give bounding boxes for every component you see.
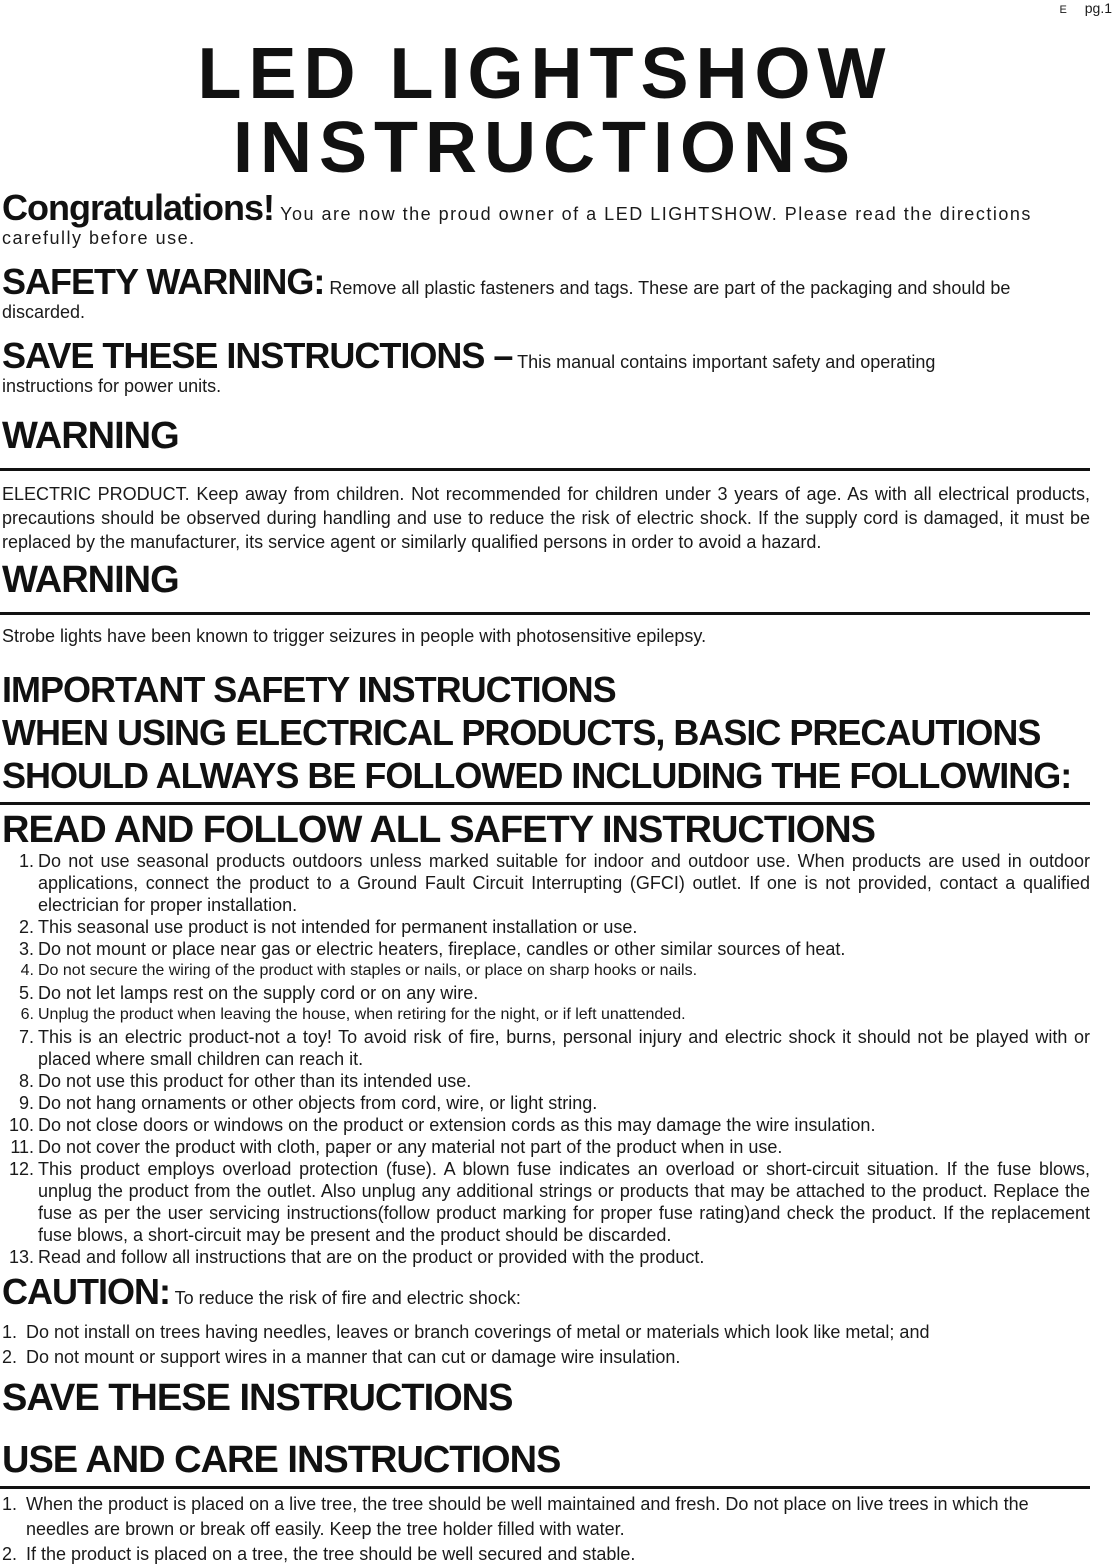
language-code: E [1059, 4, 1067, 16]
safety-instructions-list [2, 850, 1090, 1268]
save-intro-paragraph [2, 335, 1002, 398]
warning-text-2: Strobe lights have been known to trigger seizures in people with photosensitive epilepsy. [2, 626, 707, 646]
save-intro-heading: SAVE THESE INSTRUCTIONS – [2, 335, 513, 376]
warning-heading-2: WARNING [2, 559, 179, 601]
document-title-line-2: INSTRUCTIONS [233, 108, 857, 188]
divider [0, 468, 1090, 471]
caution-paragraph [2, 1271, 1090, 1312]
list-item: 4. Do not secure the wiring of the product with staples or nails, or place on sharp hooks or nails. [20, 962, 698, 979]
safety-warning-heading: SAFETY WARNING: [2, 261, 325, 302]
intro-heading: Congratulations! [2, 187, 274, 228]
list-item: 3. Do not mount or place near gas or electric heaters, fireplace, candles or other similar sources of heat. [18, 939, 846, 959]
caution-text: To reduce the risk of fire and electric shock: [169, 1288, 521, 1308]
page-corner-label [1060, 0, 1112, 16]
read-follow-heading: READ AND FOLLOW ALL SAFETY INSTRUCTIONS [2, 809, 875, 851]
list-item: 2. If the product is placed on a tree, the tree should be well secured and stable. [2, 1544, 636, 1564]
list-item: 12. This product employs overload protection (fuse). A blown fuse indicates an overload or short-circuit situation. If the fuse blows, unplug the product from the outlet. Also unplug any additional strings or products that may be attached to the product. Replace the fuse as per the user servicing instructions(follow product marking for proper fuse rating)and check the product. If the replacement fuse blows, a short-circuit may be present and the product should be discarded. [8, 1159, 1090, 1245]
safety-warning-text: Remove all plastic fasteners and tags. These are part of the packaging and should be discarded. [2, 278, 1011, 322]
list-item: 2. This seasonal use product is not intended for permanent installation or use. [18, 917, 638, 937]
caution-list [2, 1320, 1090, 1370]
list-item: 11. Do not cover the product with cloth, paper or any material not part of the product when in use. [10, 1137, 783, 1157]
save-intro-text: This manual contains important safety and operating instructions for power units. [2, 352, 936, 396]
warning-text-1: ELECTRIC PRODUCT. Keep away from children. Not recommended for children under 3 years of age. As with all electrical products, precautions should be observed during handling and use to reduce the risk of electric shock. If the supply cord is damaged, it must be replaced by the manufacturer, its service agent or similarly qualified persons in order to avoid a hazard. [2, 484, 1090, 552]
use-care-list [2, 1492, 1090, 1567]
list-item: 10. Do not close doors or windows on the product or extension cords as this may damage the wire insulation. [8, 1115, 876, 1135]
list-item: 1. Do not install on trees having needles, leaves or branch coverings of metal or materials which look like metal; and [2, 1322, 930, 1342]
divider [0, 1486, 1090, 1489]
important-line-1: IMPORTANT SAFETY INSTRUCTIONS [2, 669, 616, 710]
important-line-2: WHEN USING ELECTRICAL PRODUCTS, BASIC PRECAUTIONS [2, 712, 1041, 753]
divider [0, 802, 1090, 805]
intro-paragraph [2, 187, 1090, 250]
list-item: 8. Do not use this product for other than its intended use. [18, 1071, 472, 1091]
intro-text: You are now the proud owner of a LED LIGHTSHOW. Please read the directions carefully before use. [2, 204, 1032, 248]
page-number: pg.1 [1084, 0, 1112, 16]
list-item: 9. Do not hang ornaments or other objects from cord, wire, or light string. [18, 1093, 598, 1113]
list-item: 1. Do not use seasonal products outdoors unless marked suitable for indoor and outdoor use. When products are used in outdoor applications, connect the product to a Ground Fault Circuit Interrupting (GFCI) outlet. If one is not provided, contact a qualified electrician for proper installation. [18, 851, 1090, 915]
document-title-line-1: LED LIGHTSHOW [197, 34, 893, 114]
safety-warning-paragraph [2, 261, 1090, 324]
caution-heading: CAUTION: [2, 1271, 170, 1312]
list-item: 7. This is an electric product-not a toy! To avoid risk of fire, burns, personal injury and electric shock it should not be played with or placed where small children can reach it. [18, 1027, 1090, 1069]
save-instructions-heading: SAVE THESE INSTRUCTIONS [2, 1377, 513, 1419]
use-care-heading: USE AND CARE INSTRUCTIONS [2, 1439, 561, 1481]
warning-heading-1: WARNING [2, 415, 179, 457]
list-item: 2. Do not mount or support wires in a manner that can cut or damage wire insulation. [2, 1347, 681, 1367]
important-line-3: SHOULD ALWAYS BE FOLLOWED INCLUDING THE FOLLOWING: [2, 755, 1072, 796]
divider [0, 612, 1090, 615]
list-item: 1. When the product is placed on a live tree, the tree should be well maintained and fresh. Do not place on live trees in which the needles are brown or break off easily. Keep the tree holder filled with water. [2, 1494, 1029, 1539]
list-item: 6. Unplug the product when leaving the house, when retiring for the night, or if left unattended. [20, 1006, 686, 1023]
list-item: 5. Do not let lamps rest on the supply cord or on any wire. [18, 983, 479, 1003]
important-safety-heading [2, 668, 1071, 797]
list-item: 13. Read and follow all instructions that are on the product or provided with the product. [8, 1247, 705, 1267]
